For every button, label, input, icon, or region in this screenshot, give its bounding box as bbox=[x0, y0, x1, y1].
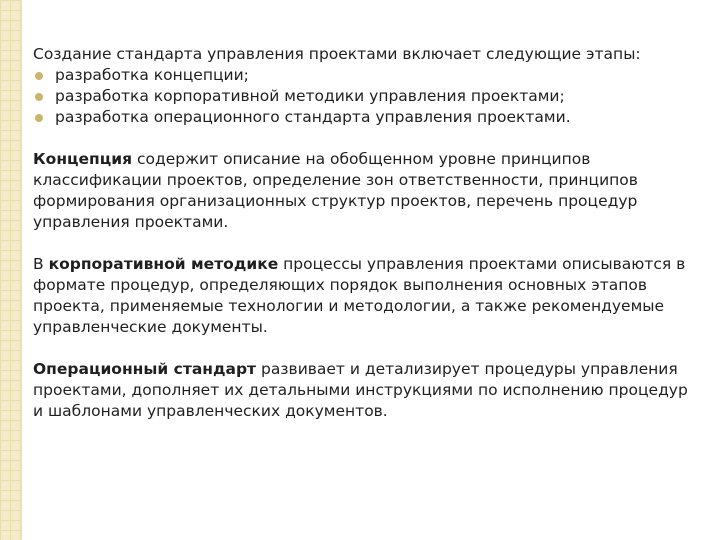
concept-term: Концепция bbox=[33, 150, 133, 168]
list-item: разработка корпоративной методики управления проектами; bbox=[33, 86, 698, 107]
concept-paragraph bbox=[33, 149, 698, 233]
intro-paragraph: Создание стандарта управления проектами включает следующие этапы: bbox=[33, 45, 641, 63]
methodology-paragraph bbox=[33, 254, 698, 338]
stages-list bbox=[33, 65, 698, 128]
methodology-prefix: В bbox=[33, 255, 49, 273]
standard-term: Операционный стандарт bbox=[33, 360, 257, 378]
slide-content bbox=[33, 44, 698, 422]
standard-paragraph bbox=[33, 359, 698, 422]
list-item: разработка концепции; bbox=[33, 65, 698, 86]
concept-text: содержит описание на обобщенном уровне принципов классификации проектов, определение зон ответственности, принципов формирования организационных структур проектов, перечень процедур управления проектами. bbox=[33, 150, 638, 231]
list-item: разработка операционного стандарта управления проектами. bbox=[33, 107, 698, 128]
methodology-text: процессы управления проектами описываются в формате процедур, определяющих порядок выполнения основных этапов проекта, применяемые технологии и методологии, а также рекомендуемые управленческие документы. bbox=[33, 255, 686, 336]
standard-text: развивает и детализирует процедуры управления проектами, дополняет их детальными инструкциями по исполнению процедур и шаблонами управленческих документов. bbox=[33, 360, 688, 420]
decorative-divider bbox=[20, 0, 22, 540]
methodology-term: корпоративной методике bbox=[48, 255, 279, 273]
decorative-grid-pattern bbox=[0, 0, 20, 540]
